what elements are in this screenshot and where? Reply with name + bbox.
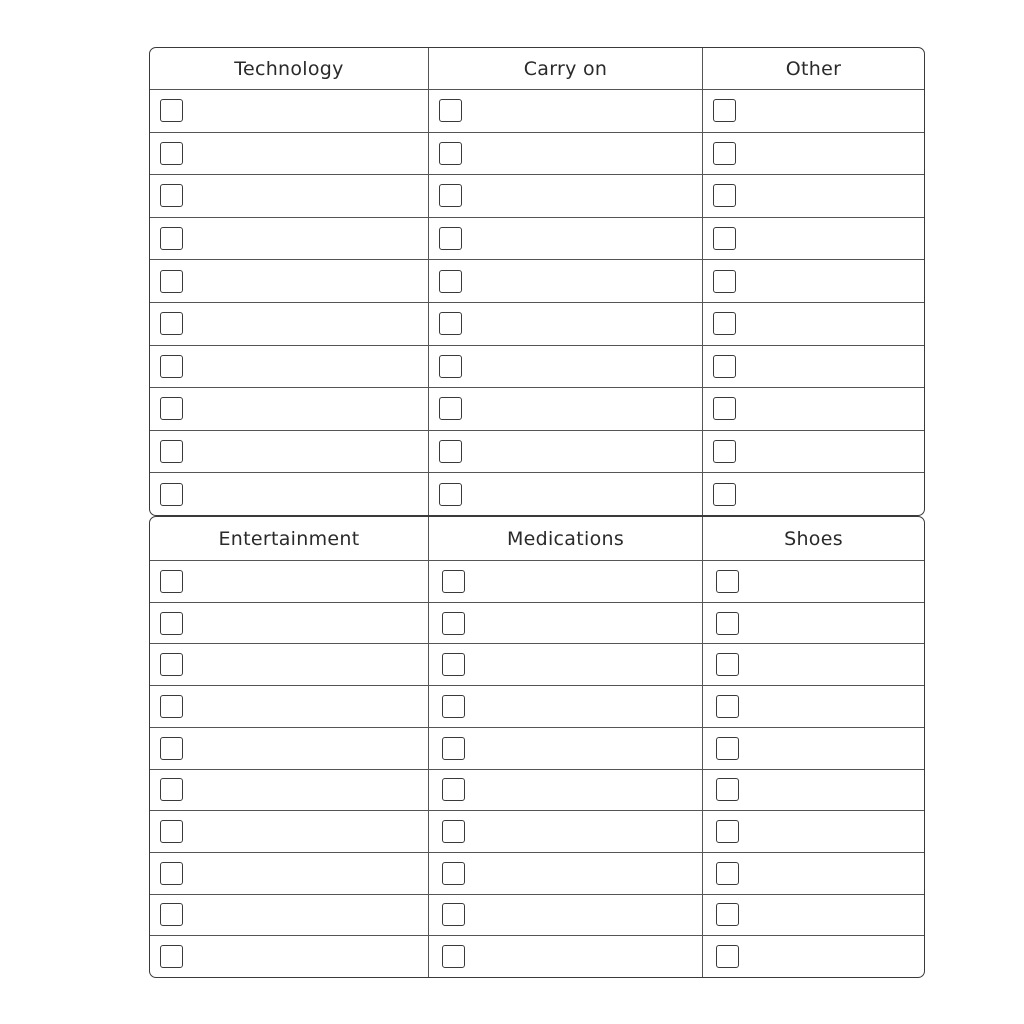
checklist-row <box>429 811 702 853</box>
checklist-row <box>703 644 924 686</box>
checklist-row <box>150 175 428 218</box>
checklist-row <box>150 303 428 346</box>
checkbox[interactable] <box>713 270 736 293</box>
checklist-rows <box>150 561 428 977</box>
checklist-row <box>703 303 924 346</box>
checklist-row <box>150 388 428 431</box>
checklist-row <box>703 346 924 389</box>
checkbox[interactable] <box>160 483 183 506</box>
checklist-row <box>703 175 924 218</box>
checkbox[interactable] <box>160 142 183 165</box>
checkbox[interactable] <box>160 184 183 207</box>
checkbox[interactable] <box>713 440 736 463</box>
checklist-row <box>150 936 428 977</box>
checkbox[interactable] <box>160 903 183 926</box>
checklist-row <box>703 561 924 603</box>
checklist-section-top <box>149 47 925 516</box>
checklist-row <box>703 853 924 895</box>
checkbox[interactable] <box>713 99 736 122</box>
column-entertainment <box>150 517 428 977</box>
checklist-row <box>429 603 702 645</box>
checklist-row <box>150 603 428 645</box>
checkbox[interactable] <box>716 695 739 718</box>
column-medications <box>428 517 702 977</box>
column-carry-on <box>428 48 702 515</box>
checklist-row <box>429 686 702 728</box>
column-other <box>702 48 924 515</box>
checkbox[interactable] <box>442 778 465 801</box>
checkbox[interactable] <box>716 778 739 801</box>
checklist-row <box>703 936 924 977</box>
checkbox[interactable] <box>160 440 183 463</box>
checkbox[interactable] <box>160 945 183 968</box>
checkbox[interactable] <box>439 355 462 378</box>
checkbox[interactable] <box>716 653 739 676</box>
checkbox[interactable] <box>442 945 465 968</box>
checkbox[interactable] <box>442 695 465 718</box>
checklist-row <box>429 473 702 515</box>
checklist-row <box>150 346 428 389</box>
checklist-row <box>429 346 702 389</box>
checklist-rows <box>703 90 924 515</box>
checkbox[interactable] <box>713 312 736 335</box>
checkbox[interactable] <box>439 184 462 207</box>
checkbox[interactable] <box>716 820 739 843</box>
checklist-row <box>150 895 428 937</box>
checkbox[interactable] <box>442 820 465 843</box>
checkbox[interactable] <box>442 903 465 926</box>
checklist-row <box>703 90 924 133</box>
checkbox[interactable] <box>439 312 462 335</box>
checkbox[interactable] <box>716 945 739 968</box>
checkbox[interactable] <box>160 397 183 420</box>
column-header: Shoes <box>703 517 924 561</box>
checklist-row <box>150 561 428 603</box>
checklist-row <box>150 90 428 133</box>
checklist-row <box>429 895 702 937</box>
checkbox[interactable] <box>439 270 462 293</box>
checklist-row <box>429 936 702 977</box>
checkbox[interactable] <box>716 903 739 926</box>
checkbox[interactable] <box>713 142 736 165</box>
checkbox[interactable] <box>160 612 183 635</box>
checkbox[interactable] <box>160 227 183 250</box>
column-header: Technology <box>150 48 428 90</box>
column-header: Carry on <box>429 48 702 90</box>
checkbox[interactable] <box>439 99 462 122</box>
checkbox[interactable] <box>160 778 183 801</box>
checklist-row <box>150 133 428 176</box>
checklist-row <box>703 133 924 176</box>
checkbox[interactable] <box>439 483 462 506</box>
checkbox[interactable] <box>160 653 183 676</box>
checklist-row <box>703 431 924 474</box>
checklist-row <box>703 218 924 261</box>
checklist-grid-bottom <box>150 517 924 977</box>
checkbox[interactable] <box>160 312 183 335</box>
checkbox[interactable] <box>442 570 465 593</box>
checkbox[interactable] <box>439 142 462 165</box>
checklist-row <box>429 561 702 603</box>
checklist-row <box>429 770 702 812</box>
checkbox[interactable] <box>160 270 183 293</box>
checklist-row <box>150 431 428 474</box>
checkbox[interactable] <box>160 737 183 760</box>
checkbox[interactable] <box>716 737 739 760</box>
checkbox[interactable] <box>439 440 462 463</box>
checkbox[interactable] <box>160 862 183 885</box>
checklist-row <box>150 853 428 895</box>
column-header: Other <box>703 48 924 90</box>
checkbox[interactable] <box>439 397 462 420</box>
checkbox[interactable] <box>713 355 736 378</box>
checklist-row <box>429 260 702 303</box>
checkbox[interactable] <box>160 570 183 593</box>
checklist-row <box>150 686 428 728</box>
checkbox[interactable] <box>160 695 183 718</box>
checklist-row <box>429 175 702 218</box>
checklist-row <box>429 853 702 895</box>
checkbox[interactable] <box>713 483 736 506</box>
checkbox[interactable] <box>160 820 183 843</box>
checklist-row <box>703 895 924 937</box>
checkbox[interactable] <box>442 737 465 760</box>
checklist-section-bottom <box>149 516 925 978</box>
checklist-row <box>150 218 428 261</box>
checklist-rows <box>703 561 924 977</box>
checklist-row <box>150 811 428 853</box>
checkbox[interactable] <box>713 184 736 207</box>
checkbox[interactable] <box>716 570 739 593</box>
checklist-row <box>150 644 428 686</box>
checklist-rows <box>429 90 702 515</box>
checklist-row <box>703 388 924 431</box>
checklist-row <box>429 728 702 770</box>
checklist-rows <box>150 90 428 515</box>
checklist-row <box>703 260 924 303</box>
checklist-row <box>429 218 702 261</box>
checkbox[interactable] <box>442 862 465 885</box>
checklist-row <box>703 728 924 770</box>
checkbox[interactable] <box>160 99 183 122</box>
column-header: Medications <box>429 517 702 561</box>
checklist-row <box>429 388 702 431</box>
checkbox[interactable] <box>442 612 465 635</box>
checklist-row <box>150 770 428 812</box>
column-technology <box>150 48 428 515</box>
checklist-row <box>429 431 702 474</box>
checkbox[interactable] <box>716 862 739 885</box>
checklist-row <box>703 811 924 853</box>
checklist-grid-top <box>150 48 924 515</box>
checklist-row <box>703 473 924 515</box>
checklist-row <box>150 260 428 303</box>
checklist-row <box>429 644 702 686</box>
checkbox[interactable] <box>442 653 465 676</box>
checklist-row <box>429 303 702 346</box>
checklist-row <box>703 770 924 812</box>
column-shoes <box>702 517 924 977</box>
checklist-row <box>703 686 924 728</box>
checklist-row <box>150 473 428 515</box>
checklist-row <box>703 603 924 645</box>
checkbox[interactable] <box>716 612 739 635</box>
checklist-row <box>429 133 702 176</box>
checklist-row <box>429 90 702 133</box>
checkbox[interactable] <box>439 227 462 250</box>
checkbox[interactable] <box>713 227 736 250</box>
checkbox[interactable] <box>160 355 183 378</box>
column-header: Entertainment <box>150 517 428 561</box>
checklist-row <box>150 728 428 770</box>
checkbox[interactable] <box>713 397 736 420</box>
checklist-rows <box>429 561 702 977</box>
